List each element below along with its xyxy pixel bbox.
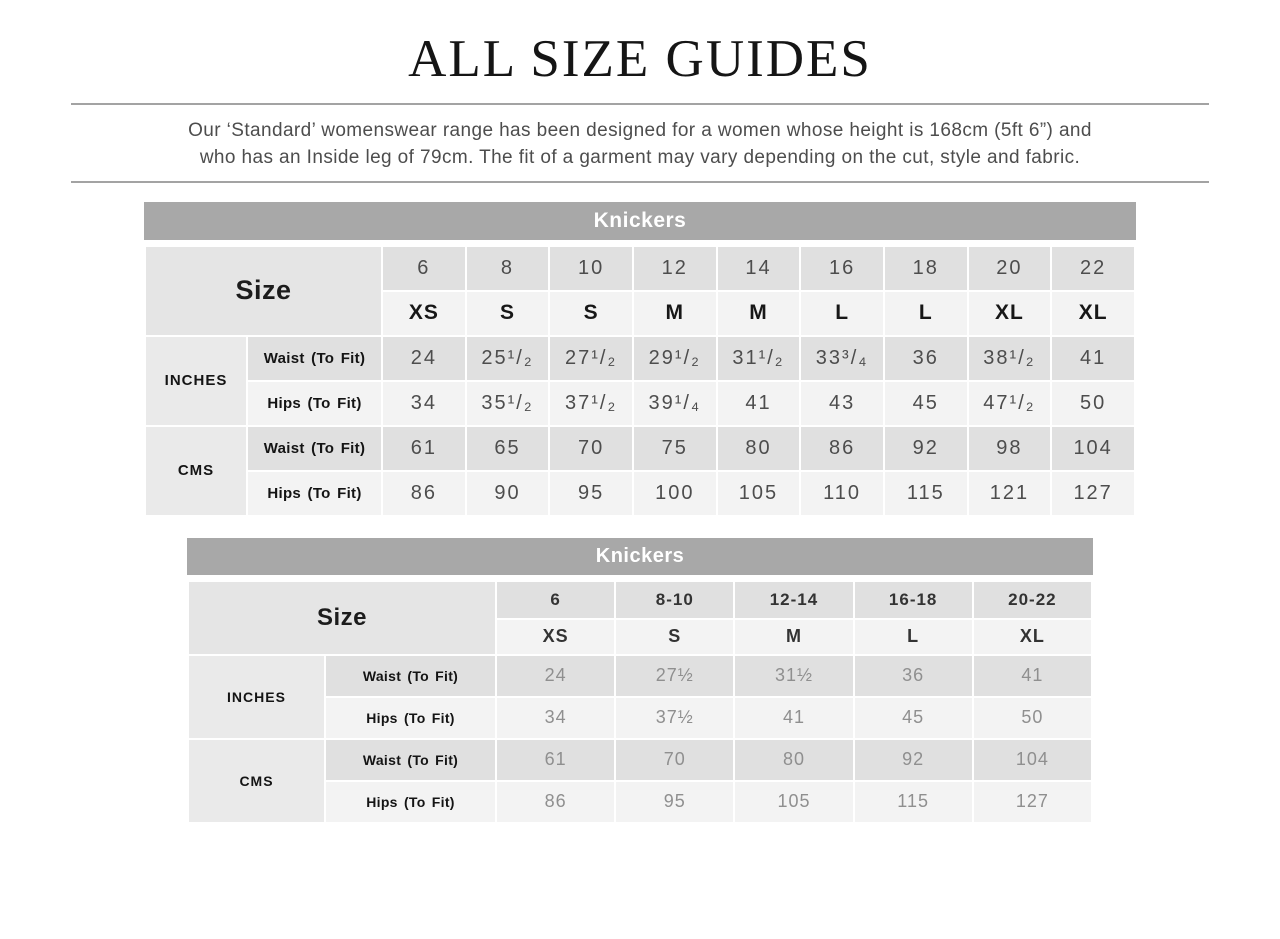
measure-value: 61 [382, 426, 466, 471]
measure-label-waist: Waist (To Fit) [325, 739, 496, 781]
measure-value: 50 [973, 697, 1092, 739]
table-title-bar [144, 202, 1136, 240]
measure-value: 33³/₄ [800, 336, 884, 381]
table-title-bar [187, 538, 1093, 575]
size-number: 6 [382, 246, 466, 291]
measure-value: 90 [466, 471, 550, 516]
page-title: ALL SIZE GUIDES [408, 30, 872, 88]
divider-bottom [71, 181, 1209, 183]
measure-value: 37¹/₂ [549, 381, 633, 426]
measure-value: 41 [1051, 336, 1135, 381]
measure-label-hips: Hips (To Fit) [247, 471, 382, 516]
measure-value: 36 [854, 655, 973, 697]
measure-value: 70 [615, 739, 734, 781]
measure-value: 105 [734, 781, 853, 823]
measure-value: 75 [633, 426, 717, 471]
inches-waist-row [188, 655, 1092, 697]
size-letter: L [800, 291, 884, 336]
measure-value: 29¹/₂ [633, 336, 717, 381]
size-number: 8 [466, 246, 550, 291]
measure-value: 65 [466, 426, 550, 471]
measure-value: 70 [549, 426, 633, 471]
measure-value: 121 [968, 471, 1052, 516]
size-number: 10 [549, 246, 633, 291]
cms-waist-row [145, 426, 1135, 471]
size-number-row [188, 581, 1092, 619]
size-number: 18 [884, 246, 968, 291]
size-number: 16-18 [854, 581, 973, 619]
standard-size-table [144, 245, 1136, 517]
measure-label-waist: Waist (To Fit) [247, 336, 382, 381]
size-letter: M [633, 291, 717, 336]
inches-waist-row [145, 336, 1135, 381]
unit-label-inches: INCHES [145, 336, 247, 426]
intro-line-1: Our ‘Standard’ womenswear range has been designed for a women whose height is 168cm (5ft 6”) and [188, 119, 1092, 141]
size-letter: M [734, 619, 853, 655]
measure-value: 50 [1051, 381, 1135, 426]
measure-value: 104 [973, 739, 1092, 781]
cms-waist-row [188, 739, 1092, 781]
measure-value: 95 [615, 781, 734, 823]
size-letter: S [615, 619, 734, 655]
measure-value: 27¹/₂ [549, 336, 633, 381]
unit-label-inches: INCHES [188, 655, 325, 739]
size-letter: XS [496, 619, 615, 655]
size-letter: M [717, 291, 801, 336]
measure-value: 45 [854, 697, 973, 739]
intro-line-2: who has an Inside leg of 79cm. The fit of a garment may vary depending on the cut, style and fabric. [199, 146, 1081, 168]
size-number: 12 [633, 246, 717, 291]
size-number: 22 [1051, 246, 1135, 291]
measure-value: 27½ [615, 655, 734, 697]
inches-hips-row [145, 381, 1135, 426]
measure-value: 43 [800, 381, 884, 426]
measure-value: 86 [496, 781, 615, 823]
standard-size-guide [144, 202, 1136, 517]
measure-value: 115 [884, 471, 968, 516]
measure-value: 41 [717, 381, 801, 426]
size-letter: S [549, 291, 633, 336]
size-number: 20-22 [973, 581, 1092, 619]
size-number-row [145, 246, 1135, 291]
measure-label-hips: Hips (To Fit) [325, 781, 496, 823]
measure-value: 39¹/₄ [633, 381, 717, 426]
grouped-size-table [187, 580, 1093, 824]
intro-text [0, 117, 1280, 171]
measure-label-hips: Hips (To Fit) [247, 381, 382, 426]
size-number: 20 [968, 246, 1052, 291]
measure-value: 110 [800, 471, 884, 516]
measure-value: 98 [968, 426, 1052, 471]
measure-value: 100 [633, 471, 717, 516]
size-header-cell: Size [188, 581, 496, 655]
unit-label-cms: CMS [145, 426, 247, 516]
size-number: 12-14 [734, 581, 853, 619]
measure-value: 127 [973, 781, 1092, 823]
measure-value: 104 [1051, 426, 1135, 471]
size-number: 6 [496, 581, 615, 619]
measure-value: 115 [854, 781, 973, 823]
size-number: 14 [717, 246, 801, 291]
measure-value: 47¹/₂ [968, 381, 1052, 426]
measure-value: 37½ [615, 697, 734, 739]
measure-value: 61 [496, 739, 615, 781]
table-title: Knickers [593, 208, 687, 232]
measure-value: 41 [973, 655, 1092, 697]
measure-value: 31½ [734, 655, 853, 697]
measure-value: 92 [884, 426, 968, 471]
size-number: 16 [800, 246, 884, 291]
measure-value: 95 [549, 471, 633, 516]
size-letter: L [884, 291, 968, 336]
size-number: 8-10 [615, 581, 734, 619]
measure-value: 80 [734, 739, 853, 781]
measure-value: 92 [854, 739, 973, 781]
size-letter: XS [382, 291, 466, 336]
measure-value: 34 [382, 381, 466, 426]
divider-top [71, 103, 1209, 105]
size-header-cell: Size [145, 246, 382, 336]
measure-value: 105 [717, 471, 801, 516]
table-title: Knickers [595, 544, 685, 567]
size-letter: XL [968, 291, 1052, 336]
size-letter: XL [1051, 291, 1135, 336]
cms-hips-row [145, 471, 1135, 516]
measure-value: 45 [884, 381, 968, 426]
measure-value: 86 [800, 426, 884, 471]
measure-label-waist: Waist (To Fit) [247, 426, 382, 471]
measure-value: 31¹/₂ [717, 336, 801, 381]
size-letter: S [466, 291, 550, 336]
measure-value: 80 [717, 426, 801, 471]
measure-value: 38¹/₂ [968, 336, 1052, 381]
size-letter: XL [973, 619, 1092, 655]
measure-value: 25¹/₂ [466, 336, 550, 381]
size-letter: L [854, 619, 973, 655]
measure-value: 86 [382, 471, 466, 516]
measure-value: 24 [382, 336, 466, 381]
measure-label-hips: Hips (To Fit) [325, 697, 496, 739]
unit-label-cms: CMS [188, 739, 325, 823]
measure-value: 34 [496, 697, 615, 739]
measure-value: 35¹/₂ [466, 381, 550, 426]
measure-value: 36 [884, 336, 968, 381]
measure-value: 127 [1051, 471, 1135, 516]
measure-value: 24 [496, 655, 615, 697]
measure-value: 41 [734, 697, 853, 739]
grouped-size-guide [187, 538, 1093, 824]
measure-label-waist: Waist (To Fit) [325, 655, 496, 697]
